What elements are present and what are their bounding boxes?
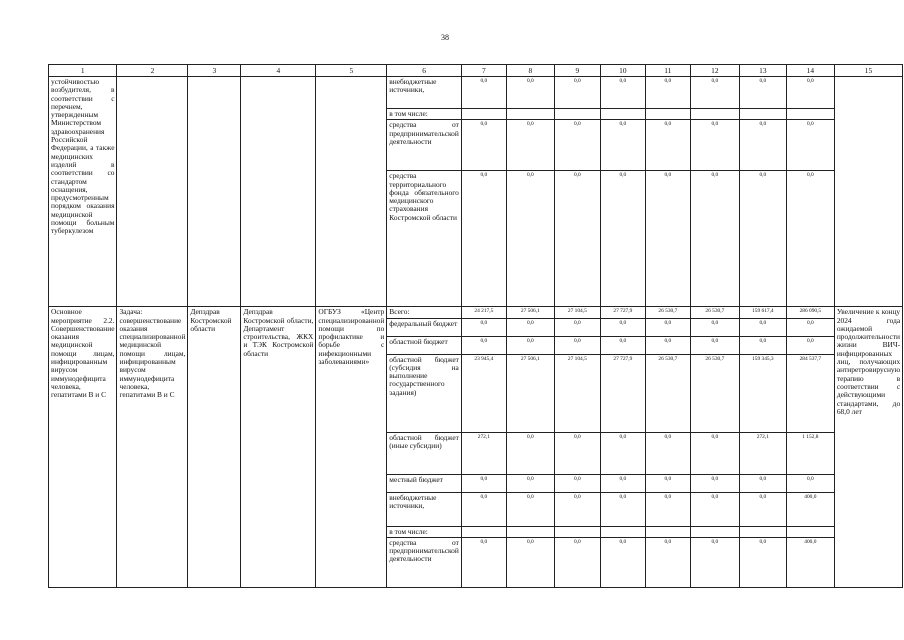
funding-value: 0,0 bbox=[645, 171, 690, 307]
page-number: 38 bbox=[441, 33, 449, 42]
funding-value: 0,0 bbox=[690, 432, 739, 474]
col-header: 14 bbox=[786, 65, 834, 77]
funding-value bbox=[645, 526, 690, 537]
funding-value: 26 530,7 bbox=[690, 354, 739, 432]
measure-section bbox=[49, 307, 903, 588]
funding-value: 0,0 bbox=[554, 171, 600, 307]
funding-value: 0,0 bbox=[461, 318, 506, 336]
funding-source-label: средства от предпринимательской деятельности bbox=[387, 120, 462, 171]
funding-value: 0,0 bbox=[600, 171, 645, 307]
funding-value: 27 104,5 bbox=[554, 307, 600, 318]
funding-value bbox=[506, 109, 554, 120]
funding-value: 0,0 bbox=[645, 120, 690, 171]
col-header: 11 bbox=[645, 65, 690, 77]
funding-value bbox=[506, 526, 554, 537]
col-header: 9 bbox=[554, 65, 600, 77]
col-header: 4 bbox=[241, 65, 316, 77]
funding-value: 0,0 bbox=[600, 432, 645, 474]
funding-value: 0,0 bbox=[461, 77, 506, 109]
funding-value: 0,0 bbox=[554, 432, 600, 474]
funding-source-label: местный бюджет bbox=[387, 474, 462, 492]
funding-value bbox=[739, 526, 786, 537]
funding-value: 272,1 bbox=[739, 432, 786, 474]
funding-value: 27 727,9 bbox=[600, 354, 645, 432]
col-header: 10 bbox=[600, 65, 645, 77]
funding-value: 0,0 bbox=[506, 492, 554, 526]
col-header: 5 bbox=[316, 65, 387, 77]
funding-value: 26 530,7 bbox=[645, 307, 690, 318]
funding-value: 0,0 bbox=[600, 77, 645, 109]
funding-value: 286 090,5 bbox=[786, 307, 834, 318]
empty-cell bbox=[241, 77, 316, 307]
funding-value: 0,0 bbox=[554, 336, 600, 354]
funding-source-label: областной бюджет (субсидия на выполнение государственного задания) bbox=[387, 354, 462, 432]
funding-value: 0,0 bbox=[739, 77, 786, 109]
col-header: 3 bbox=[188, 65, 241, 77]
funding-value: 0,0 bbox=[461, 336, 506, 354]
funding-source-label: областной бюджет bbox=[387, 336, 462, 354]
funding-value: 1 152,8 bbox=[786, 432, 834, 474]
top-section bbox=[49, 77, 903, 307]
funding-value: 0,0 bbox=[461, 171, 506, 307]
funding-value: 0,0 bbox=[506, 171, 554, 307]
responsible-executor: Депздрав Костромской области bbox=[188, 307, 241, 588]
funding-value: 0,0 bbox=[600, 336, 645, 354]
empty-cell bbox=[188, 77, 241, 307]
funding-value: 0,0 bbox=[690, 171, 739, 307]
empty-cell bbox=[316, 77, 387, 307]
funding-value: 0,0 bbox=[739, 318, 786, 336]
funding-value: 24 217,5 bbox=[461, 307, 506, 318]
funding-value: 0,0 bbox=[600, 492, 645, 526]
funding-value: 0,0 bbox=[786, 318, 834, 336]
funding-source-label: областной бюджет (иные субсидии) bbox=[387, 432, 462, 474]
funding-source-label: в том числе: bbox=[387, 109, 462, 120]
funding-value: 0,0 bbox=[506, 77, 554, 109]
funding-value: 0,0 bbox=[600, 318, 645, 336]
funding-source-label: средства от предпринимательской деятельности bbox=[387, 537, 462, 587]
funding-source-label: внебюджетные источники, bbox=[387, 77, 462, 109]
funding-value: 0,0 bbox=[690, 474, 739, 492]
funding-value bbox=[554, 526, 600, 537]
col-header: 2 bbox=[117, 65, 188, 77]
funding-value: 0,0 bbox=[506, 336, 554, 354]
funding-value: 0,0 bbox=[645, 336, 690, 354]
funding-value bbox=[786, 109, 834, 120]
funding-value: 0,0 bbox=[554, 474, 600, 492]
col-header: 1 bbox=[49, 65, 117, 77]
funding-value: 0,0 bbox=[739, 171, 786, 307]
funding-value: 0,0 bbox=[645, 474, 690, 492]
col-header: 13 bbox=[739, 65, 786, 77]
funding-value: 0,0 bbox=[554, 120, 600, 171]
funding-value: 0,0 bbox=[506, 120, 554, 171]
expected-result: Увеличение к концу 2024 года ожидаемой продолжительности жизни ВИЧ-инфицированных лиц, получающих антиретровирусную терапию в соответствии с действующими стандартами, до 68,0 лет bbox=[834, 307, 902, 588]
funding-source-label: внебюджетные источники, bbox=[387, 492, 462, 526]
header-row bbox=[49, 65, 903, 77]
funding-value: 0,0 bbox=[786, 77, 834, 109]
funding-value: 0,0 bbox=[461, 537, 506, 587]
col-header: 6 bbox=[387, 65, 462, 77]
funding-value: 0,0 bbox=[786, 474, 834, 492]
funding-source-label: Всего: bbox=[387, 307, 462, 318]
program-table bbox=[48, 64, 903, 588]
funding-value: 0,0 bbox=[600, 474, 645, 492]
table-row bbox=[49, 77, 903, 109]
funding-value: 0,0 bbox=[739, 336, 786, 354]
funding-value: 27 727,9 bbox=[600, 307, 645, 318]
funding-value: 0,0 bbox=[506, 537, 554, 587]
funding-value: 0,0 bbox=[554, 537, 600, 587]
funding-value: 0,0 bbox=[645, 492, 690, 526]
funding-value: 0,0 bbox=[739, 120, 786, 171]
funding-value bbox=[461, 526, 506, 537]
participants: ОГБУЗ «Центр специализированной помощи по профилактике и борьбе с инфекционными заболеваниями» bbox=[316, 307, 387, 588]
funding-value: 0,0 bbox=[786, 171, 834, 307]
col-header: 12 bbox=[690, 65, 739, 77]
funding-value: 0,0 bbox=[690, 120, 739, 171]
funding-value bbox=[690, 109, 739, 120]
funding-value bbox=[690, 526, 739, 537]
co-executors: Депздрав Костромской области, Департамент строительства, ЖКХ и ТЭК Костромской области bbox=[241, 307, 316, 588]
funding-value: 0,0 bbox=[786, 336, 834, 354]
funding-value bbox=[739, 109, 786, 120]
funding-value: 0,0 bbox=[600, 537, 645, 587]
funding-value bbox=[600, 526, 645, 537]
funding-value: 0,0 bbox=[506, 318, 554, 336]
funding-value bbox=[461, 109, 506, 120]
funding-value: 0,0 bbox=[554, 77, 600, 109]
funding-value: 0,0 bbox=[690, 77, 739, 109]
funding-value: 0,0 bbox=[554, 318, 600, 336]
funding-value: 0,0 bbox=[600, 120, 645, 171]
funding-value: 400,0 bbox=[786, 492, 834, 526]
funding-value: 0,0 bbox=[645, 318, 690, 336]
funding-value: 0,0 bbox=[645, 77, 690, 109]
funding-value: 0,0 bbox=[690, 492, 739, 526]
col-header: 8 bbox=[506, 65, 554, 77]
funding-value: 0,0 bbox=[461, 120, 506, 171]
funding-value: 0,0 bbox=[461, 492, 506, 526]
funding-value bbox=[645, 109, 690, 120]
empty-cell bbox=[117, 77, 188, 307]
funding-value bbox=[554, 109, 600, 120]
funding-value: 0,0 bbox=[645, 537, 690, 587]
funding-value: 284 537,7 bbox=[786, 354, 834, 432]
funding-value: 0,0 bbox=[690, 336, 739, 354]
measure-description-cont: устойчивостью возбудителя, в соответствии с перечнем, утвержденным Министерством здравоохранения Российской Федерации, а также медицинских изделий в соответствии со стандартом оснащения, предусмотренным порядком оказания медицинской помощи больным туберкулезом bbox=[49, 77, 117, 307]
funding-value: 26 530,7 bbox=[645, 354, 690, 432]
funding-value bbox=[786, 526, 834, 537]
funding-value: 0,0 bbox=[690, 318, 739, 336]
funding-value: 0,0 bbox=[506, 432, 554, 474]
funding-value: 272,1 bbox=[461, 432, 506, 474]
empty-cell bbox=[834, 77, 902, 307]
funding-value: 0,0 bbox=[690, 537, 739, 587]
funding-source-label: в том числе: bbox=[387, 526, 462, 537]
funding-value: 0,0 bbox=[461, 474, 506, 492]
funding-value: 0,0 bbox=[506, 474, 554, 492]
col-header: 15 bbox=[834, 65, 902, 77]
funding-value: 400,0 bbox=[786, 537, 834, 587]
funding-value: 27 104,5 bbox=[554, 354, 600, 432]
funding-value: 27 506,1 bbox=[506, 354, 554, 432]
funding-value: 26 530,7 bbox=[690, 307, 739, 318]
funding-value: 0,0 bbox=[739, 537, 786, 587]
funding-value: 159 617,4 bbox=[739, 307, 786, 318]
funding-source-label: средства территориального фонда обязательного медицинского страхования Костромской области bbox=[387, 171, 462, 307]
table-row bbox=[49, 307, 903, 318]
funding-value: 0,0 bbox=[786, 120, 834, 171]
funding-value bbox=[600, 109, 645, 120]
funding-value: 159 345,3 bbox=[739, 354, 786, 432]
funding-value: 0,0 bbox=[645, 432, 690, 474]
funding-value: 0,0 bbox=[739, 492, 786, 526]
funding-value: 0,0 bbox=[554, 492, 600, 526]
funding-value: 23 945,4 bbox=[461, 354, 506, 432]
measure-task: Задача: совершенствование оказания специализированной медицинской помощи лицам, инфицированным вирусом иммунодефицита человека, гепатитами В и С bbox=[117, 307, 188, 588]
col-header: 7 bbox=[461, 65, 506, 77]
measure-title: Основное мероприятие 2.2. Совершенствование оказания медицинской помощи лицам, инфицированным вирусом иммунодефицита человека, гепатитами В и С bbox=[49, 307, 117, 588]
funding-value: 27 506,1 bbox=[506, 307, 554, 318]
funding-source-label: федеральный бюджет bbox=[387, 318, 462, 336]
funding-value: 0,0 bbox=[739, 474, 786, 492]
